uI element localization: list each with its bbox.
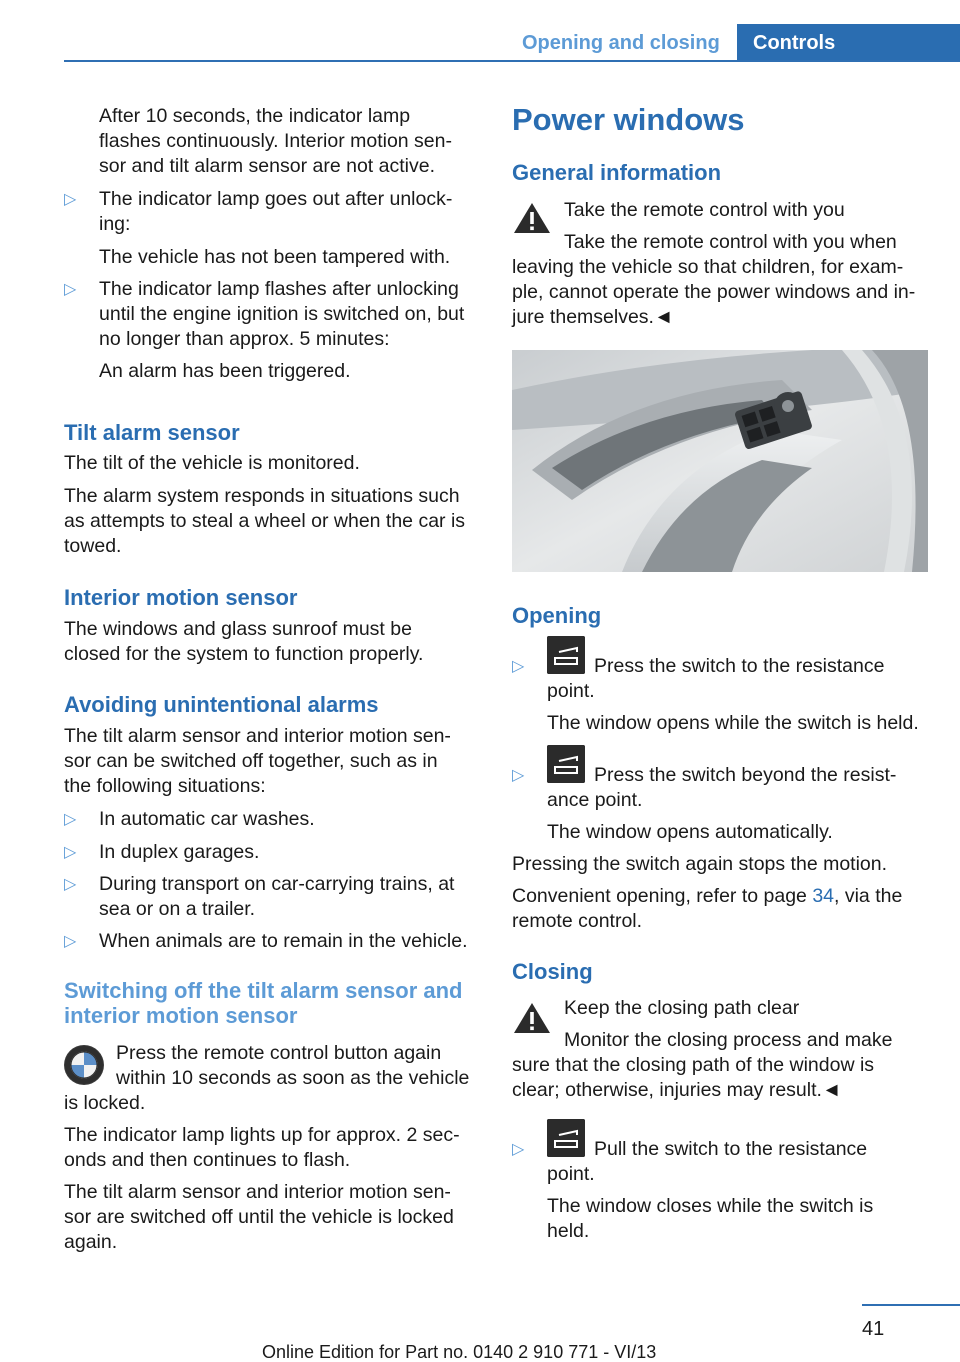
avoid-bullet-2: In duplex garages. bbox=[99, 841, 260, 863]
warning-1-title: Take the remote control with you bbox=[564, 199, 845, 221]
open-bullet-1-line-1: Press the switch to the resistance bbox=[594, 655, 885, 677]
open-paragraph-2 bbox=[512, 884, 902, 909]
open-bullet-2-line-1: Press the switch beyond the resist- bbox=[594, 764, 897, 786]
interior-paragraph-line-2: closed for the system to function properly. bbox=[64, 643, 424, 665]
bullet-icon: ▷ bbox=[64, 933, 77, 950]
open-bullet-1-line-2: point. bbox=[547, 680, 595, 702]
switchoff-p3-line-1: The tilt alarm sensor and interior motion sen- bbox=[64, 1181, 451, 1203]
bullet-icon: ▷ bbox=[64, 876, 77, 893]
header-section-title: Opening and closing bbox=[522, 32, 720, 54]
tilt-paragraph-1: The tilt of the vehicle is monitored. bbox=[64, 452, 360, 474]
tilt-paragraph-2-line-2: as attempts to steal a wheel or when the car is bbox=[64, 510, 466, 532]
window-switch-icon bbox=[547, 636, 585, 674]
open-paragraph-2-line-2: remote control. bbox=[512, 910, 643, 932]
bullet-b-line-3: no longer than approx. 5 minutes: bbox=[99, 328, 390, 350]
switchoff-heading-line-2: interior motion sensor bbox=[64, 1003, 298, 1028]
tilt-heading: Tilt alarm sensor bbox=[64, 420, 240, 445]
page-reference-link[interactable]: 34 bbox=[812, 885, 835, 907]
bmw-remote-icon bbox=[64, 1045, 104, 1085]
switchoff-p3-line-3: again. bbox=[64, 1231, 118, 1253]
bullet-a-line-2: ing: bbox=[99, 213, 131, 235]
close-bullet-1-sub-line-1: The window closes while the switch is bbox=[547, 1195, 874, 1217]
header-rule bbox=[64, 60, 960, 62]
open-paragraph-1: Pressing the switch again stops the motion. bbox=[512, 853, 888, 875]
close-bullet-1-sub-line-2: held. bbox=[547, 1220, 590, 1242]
intro-line-3: sor and tilt alarm sensor are not active. bbox=[99, 155, 435, 177]
bullet-icon: ▷ bbox=[512, 1141, 525, 1158]
edition-footer: Online Edition for Part no. 0140 2 910 771 - VI/13 bbox=[262, 1342, 657, 1362]
page-number: 41 bbox=[862, 1318, 885, 1340]
interior-paragraph-line-1: The windows and glass sunroof must be bbox=[64, 618, 412, 640]
avoid-paragraph-line-2: sor can be switched off together, such as in bbox=[64, 750, 438, 772]
tilt-paragraph-2-line-3: towed. bbox=[64, 535, 122, 557]
general-heading: General information bbox=[512, 160, 722, 185]
bullet-icon: ▷ bbox=[512, 767, 525, 784]
window-switch-icon bbox=[547, 1119, 585, 1157]
open-paragraph-2-post: , via the bbox=[834, 885, 903, 907]
avoid-bullet-1: In automatic car washes. bbox=[99, 808, 315, 830]
open-bullet-2-sub: The window opens automatically. bbox=[547, 821, 833, 843]
door-switch-photo bbox=[512, 350, 928, 572]
warning-1-body-line-1: Take the remote control with you when bbox=[564, 231, 897, 253]
warning-1-body-line-4: jure themselves.◄ bbox=[512, 306, 674, 328]
bullet-b-line-1: The indicator lamp flashes after unlocking bbox=[99, 278, 459, 300]
switchoff-p2-line-1: The indicator lamp lights up for approx. 2 sec- bbox=[64, 1124, 460, 1146]
header-chapter-tab: Controls bbox=[737, 24, 960, 62]
tilt-paragraph-2-line-1: The alarm system responds in situations such bbox=[64, 485, 460, 507]
opening-heading: Opening bbox=[512, 603, 602, 628]
warning-triangle-icon bbox=[512, 201, 552, 235]
bullet-icon: ▷ bbox=[64, 191, 77, 208]
bullet-b-sub: An alarm has been triggered. bbox=[99, 360, 351, 382]
warning-2-body-line-3: clear; otherwise, injuries may result.◄ bbox=[512, 1079, 842, 1101]
avoid-paragraph-line-1: The tilt alarm sensor and interior motion sen- bbox=[64, 725, 451, 747]
warning-2-body-line-2: sure that the closing path of the window is bbox=[512, 1054, 875, 1076]
warning-2-body-line-1: Monitor the closing process and make bbox=[564, 1029, 893, 1051]
avoid-bullet-3-line-2: sea or on a trailer. bbox=[99, 898, 256, 920]
switchoff-heading-line-1: Switching off the tilt alarm sensor and bbox=[64, 978, 463, 1003]
window-switch-icon bbox=[547, 745, 585, 783]
bullet-icon: ▷ bbox=[64, 811, 77, 828]
warning-2-title: Keep the closing path clear bbox=[564, 997, 800, 1019]
interior-heading: Interior motion sensor bbox=[64, 585, 298, 610]
avoid-heading: Avoiding unintentional alarms bbox=[64, 692, 379, 717]
closing-heading: Closing bbox=[512, 959, 593, 984]
page-title: Power windows bbox=[512, 102, 745, 137]
bullet-a-sub: The vehicle has not been tampered with. bbox=[99, 246, 451, 268]
warning-1-body-line-2: leaving the vehicle so that children, for exam- bbox=[512, 256, 904, 278]
avoid-paragraph-line-3: the following situations: bbox=[64, 775, 266, 797]
avoid-bullet-4: When animals are to remain in the vehicle. bbox=[99, 930, 468, 952]
open-bullet-2-line-2: ance point. bbox=[547, 789, 643, 811]
switchoff-p1-line-2: within 10 seconds as soon as the vehicle bbox=[116, 1067, 470, 1089]
bullet-icon: ▷ bbox=[64, 844, 77, 861]
bullet-icon: ▷ bbox=[512, 658, 525, 675]
bullet-icon: ▷ bbox=[64, 281, 77, 298]
switchoff-p1-line-3: is locked. bbox=[64, 1092, 146, 1114]
switchoff-p1-line-1: Press the remote control button again bbox=[116, 1042, 442, 1064]
open-bullet-1-sub: The window opens while the switch is held. bbox=[547, 712, 919, 734]
intro-line-2: flashes continuously. Interior motion sen- bbox=[99, 130, 452, 152]
switchoff-p3-line-2: sor are switched off until the vehicle is locked bbox=[64, 1206, 454, 1228]
intro-line-1: After 10 seconds, the indicator lamp bbox=[99, 105, 411, 127]
warning-1-body-line-3: ple, cannot operate the power windows and in- bbox=[512, 281, 916, 303]
close-bullet-1-line-1: Pull the switch to the resistance bbox=[594, 1138, 868, 1160]
footer-rule bbox=[862, 1304, 960, 1306]
close-bullet-1-line-2: point. bbox=[547, 1163, 595, 1185]
bullet-a-line-1: The indicator lamp goes out after unlock- bbox=[99, 188, 453, 210]
bullet-b-line-2: until the engine ignition is switched on, but bbox=[99, 303, 465, 325]
switchoff-p2-line-2: onds and then continues to flash. bbox=[64, 1149, 351, 1171]
avoid-bullet-3-line-1: During transport on car-carrying trains, at bbox=[99, 873, 455, 895]
open-paragraph-2-pre: Convenient opening, refer to page bbox=[512, 885, 813, 907]
warning-triangle-icon bbox=[512, 1001, 552, 1035]
